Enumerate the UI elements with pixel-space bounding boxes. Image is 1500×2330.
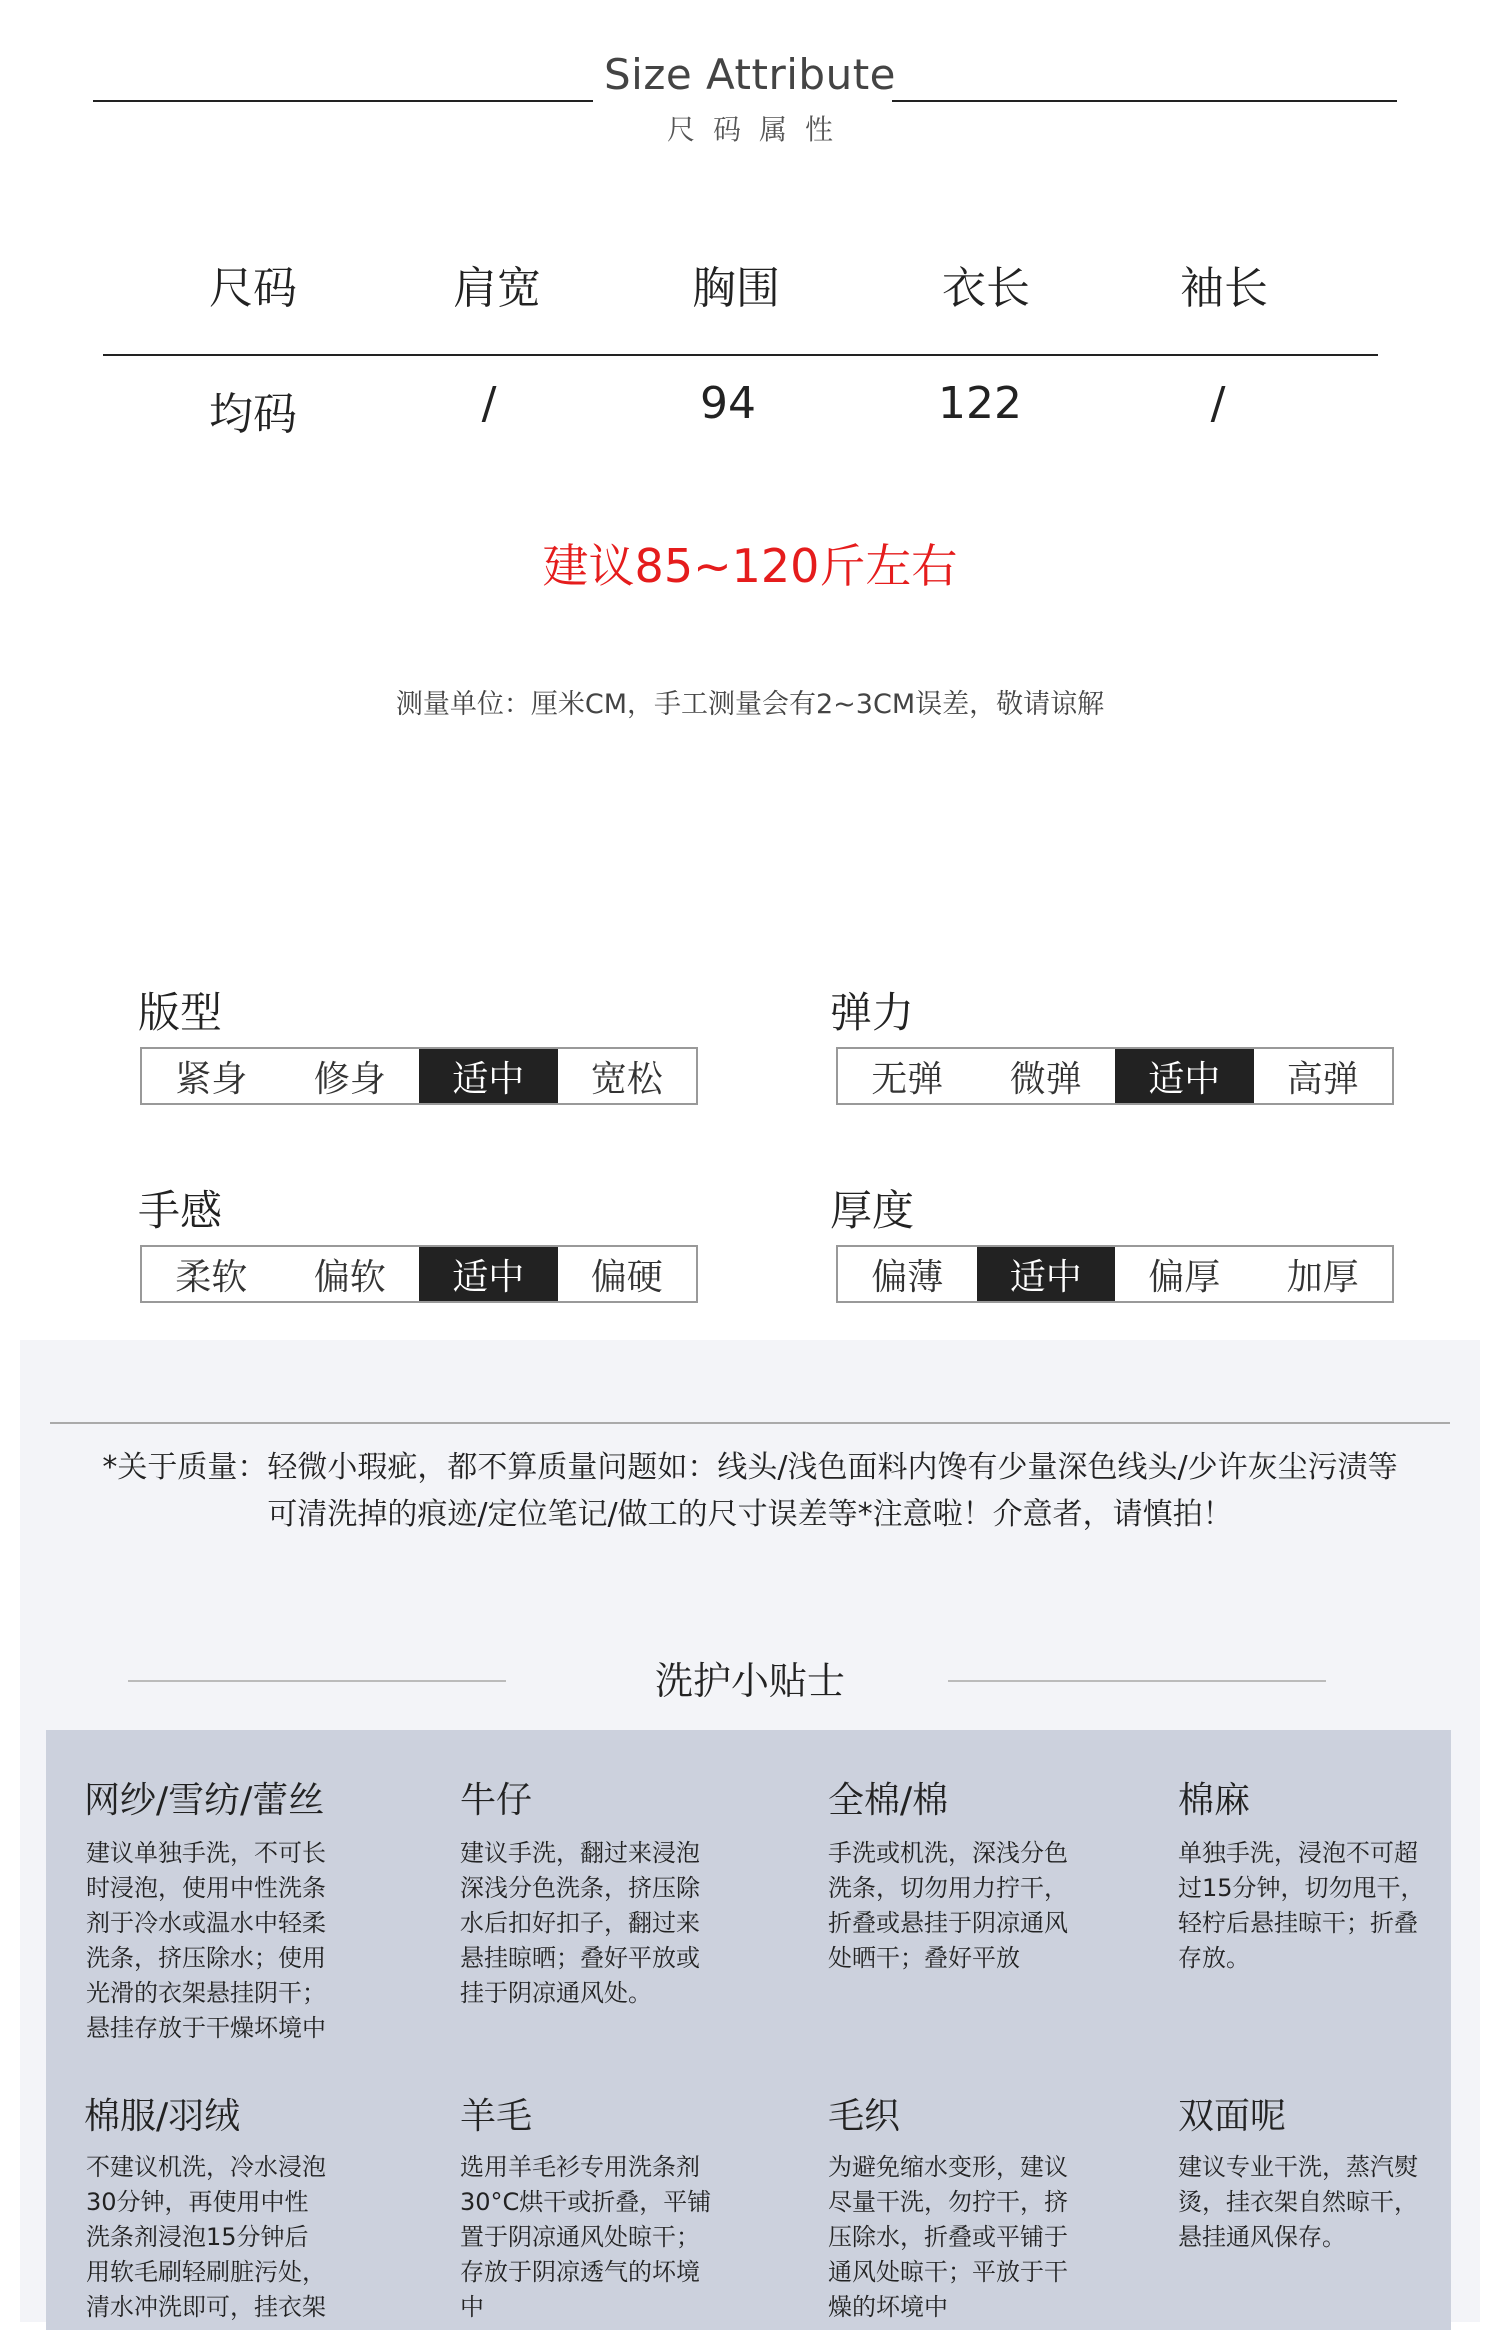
care-category: 羊毛	[460, 2096, 533, 2137]
attribute-scale	[140, 1047, 698, 1105]
attribute-option: 偏硬	[590, 1256, 663, 1298]
table-header-cell: 尺码	[209, 263, 297, 314]
attribute-option: 偏厚	[1148, 1256, 1221, 1298]
table-value-cell: 94	[700, 378, 756, 429]
attribute-scale	[140, 1245, 698, 1303]
attribute-option: 加厚	[1286, 1256, 1359, 1298]
measure-note: 测量单位：厘米CM，手工测量会有2~3CM误差，敬请谅解	[395, 689, 1105, 720]
table-header-cell: 肩宽	[453, 263, 541, 314]
care-description: 为避免缩水变形，建议 尽量干洗，勿拧干，挤 压除水，折叠或平铺于 通风处晾干；平放于干 燥的坏境中	[828, 2153, 1068, 2321]
weight-advice: 建议85~120斤左右	[542, 539, 958, 593]
attribute-option-selected: 适中	[419, 1049, 558, 1103]
care-category: 网纱/雪纺/蕾丝	[84, 1780, 325, 1821]
care-description: 建议手洗，翻过来浸泡 深浅分色洗条，挤压除 水后扣好扣子，翻过来 悬挂晾晒；叠好平放或 挂于阴凉通风处。	[460, 1839, 700, 2007]
attribute-option: 偏软	[313, 1256, 386, 1298]
attribute-option-selected: 适中	[977, 1247, 1116, 1301]
attribute-option: 柔软	[175, 1256, 248, 1298]
care-category: 牛仔	[460, 1780, 533, 1821]
header-rule-left	[93, 100, 593, 102]
quality-note-line: *关于质量：轻微小瑕疵，都不算质量问题如：线头/浅色面料内馋有少量深色线头/少许灰尘污渍等	[102, 1450, 1398, 1485]
attribute-option: 无弹	[871, 1058, 944, 1100]
attribute-label: 手感	[138, 1186, 223, 1235]
attribute-label: 厚度	[830, 1186, 915, 1235]
care-category: 毛织	[828, 2096, 901, 2137]
attribute-option: 高弹	[1286, 1058, 1359, 1100]
care-description: 建议专业干洗，蒸汽熨 烫，挂衣架自然晾干， 悬挂通风保存。	[1178, 2153, 1418, 2251]
attribute-label: 版型	[138, 988, 223, 1037]
header-rule-right	[892, 100, 1397, 102]
attribute-option: 宽松	[590, 1058, 663, 1100]
table-header-cell: 袖长	[1180, 263, 1268, 314]
care-description: 选用羊毛衫专用洗条剂 30°C烘干或折叠，平铺 置于阴凉通风处晾干； 存放于阴凉透气的坏境 中	[460, 2153, 712, 2321]
attribute-option: 偏薄	[871, 1256, 944, 1298]
table-value-cell: /	[1210, 378, 1226, 429]
care-description: 手洗或机洗，深浅分色 洗条，切勿用力拧干， 折叠或悬挂于阴凉通风 处晒干；叠好平放	[828, 1839, 1068, 1972]
care-description: 不建议机洗，冷水浸泡 30分钟，再使用中性 洗条剂浸泡15分钟后 用软毛刷轻刷脏污处， 清水冲洗即可，挂衣架	[86, 2153, 326, 2321]
panel-divider	[50, 1422, 1450, 1424]
attribute-option-selected: 适中	[419, 1247, 558, 1301]
attribute-option-selected: 适中	[1115, 1049, 1254, 1103]
attribute-option: 修身	[313, 1058, 386, 1100]
attribute-option: 紧身	[175, 1058, 248, 1100]
table-value-cell: 均码	[209, 389, 297, 440]
title-english: Size Attribute	[603, 50, 897, 99]
care-category: 全棉/棉	[828, 1780, 949, 1821]
table-header-cell: 衣长	[942, 263, 1030, 314]
table-value-cell: /	[481, 378, 497, 429]
table-value-cell: 122	[938, 378, 1022, 429]
attribute-scale	[836, 1047, 1394, 1105]
title-chinese: 尺码属性	[666, 113, 851, 146]
care-description: 建议单独手洗，不可长 时浸泡，使用中性洗条 剂于冷水或温水中轻柔 洗条，挤压除水；使用 光滑的衣架悬挂阴干； 悬挂存放于干燥坏境中	[86, 1839, 326, 2042]
attribute-label: 弹力	[830, 988, 915, 1037]
care-description: 单独手洗，浸泡不可超 过15分钟，切勿甩干， 轻柠后悬挂晾干；折叠 存放。	[1178, 1839, 1425, 1972]
care-title: 洗护小贴士	[654, 1659, 845, 1703]
attribute-option: 微弹	[1009, 1058, 1082, 1100]
care-category: 棉麻	[1178, 1780, 1251, 1821]
care-category: 双面呢	[1178, 2096, 1287, 2137]
quality-note-line: 可清洗掉的痕迹/定位笔记/做工的尺寸误差等*注意啦！介意者，请慎拍！	[267, 1497, 1233, 1532]
table-header-cell: 胸围	[692, 263, 780, 314]
table-divider	[103, 354, 1378, 356]
care-category: 棉服/羽绒	[84, 2096, 241, 2137]
attribute-scale	[836, 1245, 1394, 1303]
